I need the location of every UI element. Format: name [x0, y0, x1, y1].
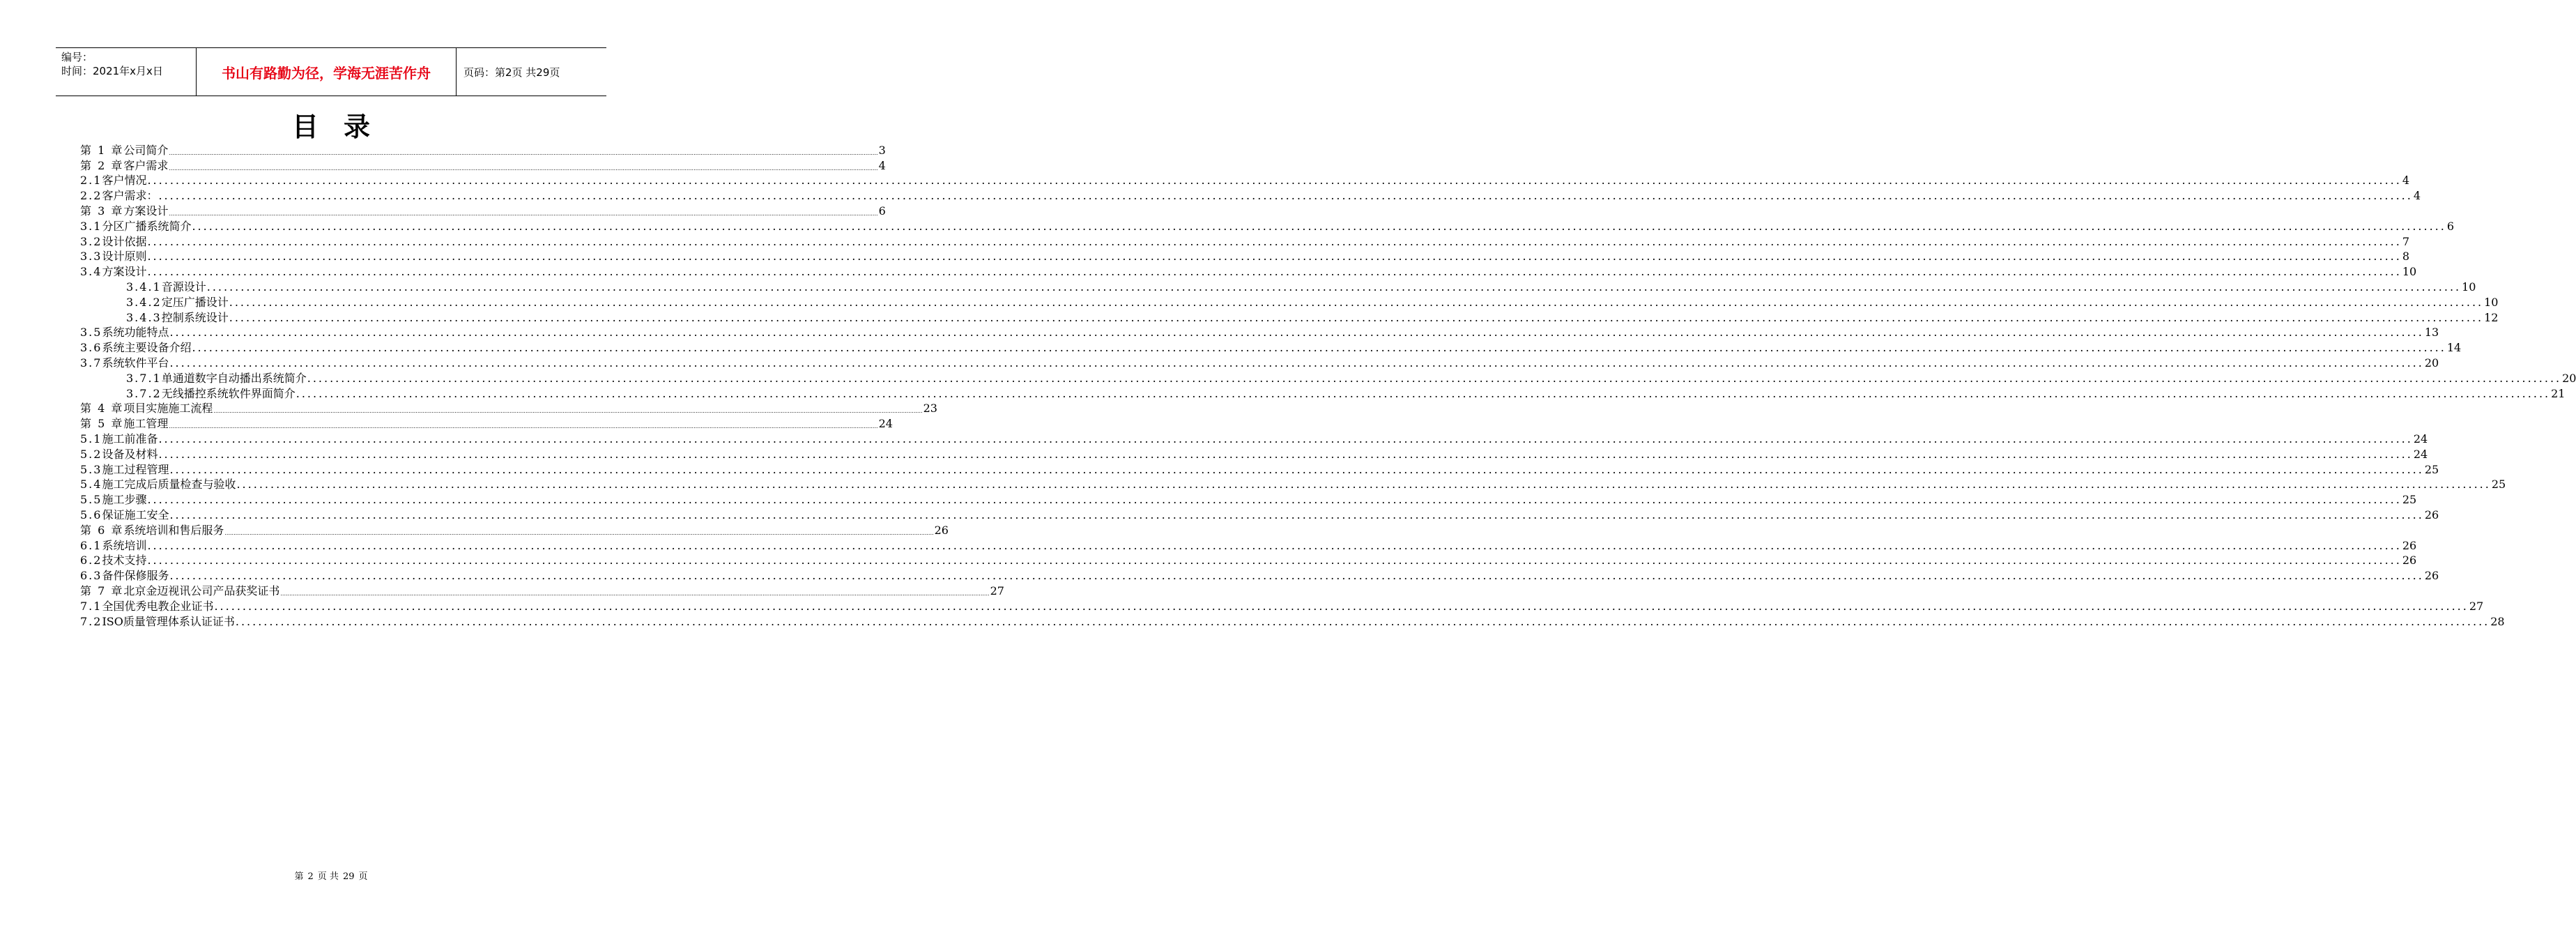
toc-entry[interactable]	[80, 324, 2439, 340]
toc-entry-title: 无线播控系统软件界面简介	[161, 386, 296, 400]
toc-entry-number: 7.2	[80, 614, 102, 628]
toc-leader-dots: ................................................................................................................................................................................................................................................................................................................................................................................................................	[214, 599, 2469, 613]
toc-entry-number: 5.1	[80, 432, 102, 445]
header-motto: 书山有路勤为径，学海无涯苦作舟	[197, 48, 457, 96]
toc-entry-page: 26	[2424, 508, 2439, 521]
toc-entry-page: 7	[2402, 234, 2410, 248]
header-page-label: 页码：第2页 共29页	[463, 66, 560, 79]
toc-entry[interactable]	[80, 187, 2421, 203]
toc-entry-number: 3.4.2	[126, 295, 162, 309]
toc-entry-number: 3.3	[80, 250, 102, 264]
toc-entry-number: 3.4.3	[126, 310, 162, 324]
toc-entry-title: 备件保修服务	[102, 569, 169, 583]
toc-entry[interactable]	[80, 582, 1004, 597]
toc-entry-page: 10	[2462, 280, 2476, 294]
toc-entry[interactable]	[80, 218, 2455, 233]
toc-entry-title: 客户需求：	[102, 189, 158, 203]
footer-page-number: 2	[307, 871, 314, 882]
toc-entry[interactable]	[80, 248, 2410, 264]
toc-entry-title: 系统主要设备介绍	[102, 341, 192, 355]
toc-entry[interactable]	[80, 157, 886, 172]
toc-entry[interactable]	[80, 506, 2439, 521]
toc-entry[interactable]	[80, 370, 2576, 385]
toc-leader-dots: ................................................................................................................................................................................................................................................................................................................................................................................................................	[147, 174, 2402, 188]
toc-leader-dots: ................................................................................................................................................................................................................................................................................................................................................................................................................	[158, 447, 2413, 461]
toc-leader-dots: ................................................................................................................................................................................................................................................................................................................................................................................................................	[169, 462, 2424, 476]
toc-entry[interactable]	[80, 202, 886, 218]
toc-leader-dots: ................................................................................................................................................................................................................................................................................................................................................................................................................	[229, 295, 2484, 309]
toc-leader-dots: ................................................................................................................................................................................................................................................................................................................................................................................................................	[169, 149, 878, 156]
toc-entry-page: 26	[2424, 569, 2439, 583]
toc-entry-number: 5.3	[80, 462, 102, 476]
toc-entry-title: 设计依据	[102, 234, 147, 248]
toc-entry[interactable]	[80, 354, 2439, 370]
toc-entry-number: 3.4.1	[126, 280, 162, 294]
toc-entry-title: 技术支持	[102, 554, 147, 567]
toc-entry[interactable]	[80, 278, 2476, 294]
toc-leader-dots: ................................................................................................................................................................................................................................................................................................................................................................................................................	[169, 508, 2424, 521]
toc-leader-dots: ................................................................................................................................................................................................................................................................................................................................................................................................................	[206, 280, 2462, 294]
toc-leader-dots: ................................................................................................................................................................................................................................................................................................................................................................................................................	[229, 310, 2484, 324]
toc-entry[interactable]	[80, 233, 2410, 248]
toc-entry-page: 6	[2446, 219, 2455, 233]
toc-entry-number: 5.4	[80, 478, 102, 492]
toc-entry-page: 24	[2413, 432, 2428, 445]
toc-entry[interactable]	[80, 476, 2506, 492]
toc-entry-page: 23	[923, 402, 937, 416]
toc-entry-title: 系统软件平台	[102, 356, 169, 370]
toc-entry[interactable]	[80, 430, 2428, 445]
toc-entry[interactable]	[80, 172, 2410, 188]
toc-leader-dots: ................................................................................................................................................................................................................................................................................................................................................................................................................	[147, 538, 2402, 552]
toc-entry-number: 第 6 章	[80, 523, 124, 537]
toc-entry-title: 全国优秀电教企业证书	[102, 599, 214, 613]
toc-entry-page: 25	[2424, 462, 2439, 476]
toc-entry-title: 控制系统设计	[161, 310, 229, 324]
toc-leader-dots: ................................................................................................................................................................................................................................................................................................................................................................................................................	[169, 210, 878, 217]
toc-leader-dots: ................................................................................................................................................................................................................................................................................................................................................................................................................	[236, 478, 2491, 492]
toc-entry-title: 施工完成后质量检查与验收	[102, 478, 236, 492]
toc-entry-number: 5.5	[80, 493, 102, 507]
toc-entry-title: 单通道数字自动播出系统简介	[161, 371, 307, 385]
toc-entry-title: 系统培训	[102, 538, 147, 552]
toc-entry-number: 6.3	[80, 569, 102, 583]
toc-entry-number: 3.7.1	[126, 371, 162, 385]
toc-leader-dots: ................................................................................................................................................................................................................................................................................................................................................................................................................	[169, 326, 2424, 340]
toc-entry-page: 8	[2402, 250, 2410, 264]
toc-entry-number: 第 4 章	[80, 402, 124, 416]
toc-entry-page: 10	[2402, 265, 2417, 279]
toc-entry[interactable]	[80, 400, 937, 416]
header-left-cell	[56, 48, 197, 96]
toc-entry[interactable]	[80, 445, 2428, 461]
toc-entry-page: 20	[2424, 356, 2439, 370]
toc-entry-page: 27	[990, 584, 1004, 597]
toc-entry-number: 6.2	[80, 554, 102, 567]
toc-entry-page: 12	[2484, 310, 2499, 324]
toc-entry-title: 保证施工安全	[102, 508, 169, 521]
toc-entry-page: 24	[878, 417, 893, 431]
toc-entry-page: 6	[878, 204, 886, 218]
toc-entry-title: 设计原则	[102, 250, 147, 264]
toc-entry-number: 3.7.2	[126, 386, 162, 400]
toc-entry[interactable]	[80, 415, 893, 431]
toc-leader-dots: ................................................................................................................................................................................................................................................................................................................................................................................................................	[235, 614, 2490, 628]
toc-entry[interactable]	[80, 385, 2566, 400]
toc-leader-dots: ................................................................................................................................................................................................................................................................................................................................................................................................................	[169, 165, 878, 172]
toc-entry-title: 设备及材料	[102, 447, 158, 461]
toc-entry[interactable]	[80, 339, 2462, 355]
toc-entry[interactable]	[80, 521, 949, 537]
toc-entry-page: 20	[2562, 371, 2576, 385]
toc-entry-number: 第 3 章	[80, 204, 124, 218]
toc-entry[interactable]	[80, 309, 2499, 324]
toc-entry-title: 公司简介	[123, 143, 169, 157]
toc-entry-title: 方案设计	[102, 265, 147, 279]
toc-entry-number: 5.2	[80, 447, 102, 461]
toc-leader-dots: ................................................................................................................................................................................................................................................................................................................................................................................................................	[296, 386, 2551, 400]
toc-entry-page: 4	[2413, 189, 2421, 203]
toc-leader-dots: ................................................................................................................................................................................................................................................................................................................................................................................................................	[147, 554, 2402, 567]
toc-entry-page: 4	[878, 158, 886, 172]
toc-entry-title: 施工管理	[123, 417, 169, 431]
toc-entry-page: 13	[2424, 326, 2439, 340]
toc-leader-dots: ................................................................................................................................................................................................................................................................................................................................................................................................................	[147, 234, 2402, 248]
document-number-label: 编号：	[61, 51, 93, 63]
toc-entry-title: 方案设计	[123, 204, 169, 218]
toc-leader-dots: ................................................................................................................................................................................................................................................................................................................................................................................................................	[192, 219, 2446, 233]
toc-entry[interactable]	[80, 613, 2505, 628]
toc-leader-dots: ................................................................................................................................................................................................................................................................................................................................................................................................................	[158, 432, 2413, 445]
table-of-contents	[80, 142, 2576, 628]
toc-entry-page: 10	[2484, 295, 2499, 309]
toc-entry-title: 分区广播系统简介	[102, 219, 192, 233]
toc-entry-page: 26	[2402, 538, 2417, 552]
toc-leader-dots: ................................................................................................................................................................................................................................................................................................................................................................................................................	[147, 250, 2402, 264]
toc-leader-dots: ................................................................................................................................................................................................................................................................................................................................................................................................................	[307, 371, 2562, 385]
toc-entry-title: 音源设计	[161, 280, 206, 294]
page-header	[56, 47, 606, 96]
toc-entry-number: 3.6	[80, 341, 102, 355]
toc-entry-number: 第 2 章	[80, 158, 124, 172]
toc-entry[interactable]	[80, 263, 2417, 279]
toc-entry[interactable]	[80, 142, 886, 157]
toc-leader-dots: ................................................................................................................................................................................................................................................................................................................................................................................................................	[169, 569, 2424, 583]
footer-suffix: 页	[358, 871, 368, 882]
toc-entry-number: 第 1 章	[80, 143, 124, 157]
toc-entry-page: 21	[2551, 386, 2566, 400]
toc-entry[interactable]	[80, 567, 2439, 583]
toc-entry[interactable]	[80, 294, 2499, 309]
toc-entry-number: 5.6	[80, 508, 102, 521]
toc-entry-page: 25	[2402, 493, 2417, 507]
page-footer	[0, 869, 662, 882]
toc-entry-number: 第 5 章	[80, 417, 124, 431]
toc-leader-dots: ................................................................................................................................................................................................................................................................................................................................................................................................................	[192, 341, 2446, 355]
toc-entry-title: 施工步骤	[102, 493, 147, 507]
toc-entry-page: 14	[2446, 341, 2462, 355]
toc-entry[interactable]	[80, 537, 2417, 552]
toc-entry-number: 3.4	[80, 265, 102, 279]
footer-prefix: 第	[294, 871, 304, 882]
toc-entry-number: 2.1	[80, 174, 102, 188]
toc-entry-title: 系统培训和售后服务	[123, 523, 224, 537]
toc-leader-dots: ................................................................................................................................................................................................................................................................................................................................................................................................................	[158, 189, 2413, 203]
toc-title-text: 目录	[291, 112, 395, 142]
toc-leader-dots: ................................................................................................................................................................................................................................................................................................................................................................................................................	[147, 493, 2402, 507]
toc-entry-number: 6.1	[80, 538, 102, 552]
toc-entry[interactable]	[80, 597, 2484, 613]
footer-mid: 页 共	[317, 871, 339, 882]
toc-entry-number: 3.5	[80, 326, 102, 340]
toc-entry-title: 客户需求	[123, 158, 169, 172]
footer-total-pages: 29	[342, 871, 355, 882]
toc-entry-title: 施工前准备	[102, 432, 158, 445]
toc-leader-dots: ................................................................................................................................................................................................................................................................................................................................................................................................................	[147, 265, 2402, 279]
toc-leader-dots: ................................................................................................................................................................................................................................................................................................................................................................................................................	[213, 408, 923, 415]
toc-entry[interactable]	[80, 552, 2417, 567]
toc-entry-page: 28	[2490, 614, 2505, 628]
toc-leader-dots: ................................................................................................................................................................................................................................................................................................................................................................................................................	[169, 356, 2424, 370]
toc-entry-number: 3.7	[80, 356, 102, 370]
toc-entry-page: 26	[2402, 554, 2417, 567]
toc-leader-dots: ................................................................................................................................................................................................................................................................................................................................................................................................................	[280, 590, 990, 597]
toc-leader-dots: ................................................................................................................................................................................................................................................................................................................................................................................................................	[224, 529, 934, 536]
toc-entry-title: 客户情况	[102, 174, 147, 188]
toc-entry-number: 3.2	[80, 234, 102, 248]
toc-entry-page: 4	[2402, 174, 2410, 188]
toc-entry-page: 27	[2469, 599, 2484, 613]
toc-entry-number: 2.2	[80, 189, 102, 203]
toc-entry-page: 24	[2413, 447, 2428, 461]
toc-entry[interactable]	[80, 461, 2439, 476]
toc-leader-dots: ................................................................................................................................................................................................................................................................................................................................................................................................................	[169, 423, 878, 430]
toc-entry-title: 系统功能特点	[102, 326, 169, 340]
toc-entry-title: ISO质量管理体系认证证书	[102, 614, 235, 628]
toc-entry-page: 25	[2491, 478, 2506, 492]
toc-entry-number: 3.1	[80, 219, 102, 233]
toc-entry-title: 北京金迈视讯公司产品获奖证书	[123, 584, 280, 597]
toc-entry-title: 项目实施施工流程	[123, 402, 213, 416]
toc-entry-page: 26	[934, 523, 949, 537]
toc-entry-title: 定压广播设计	[161, 295, 229, 309]
toc-entry[interactable]	[80, 491, 2417, 507]
toc-entry-number: 7.1	[80, 599, 102, 613]
toc-title	[0, 110, 662, 144]
toc-entry-number: 第 7 章	[80, 584, 124, 597]
toc-entry-title: 施工过程管理	[102, 462, 169, 476]
toc-entry-page: 3	[878, 143, 886, 157]
document-time-label: 时间：2021年x月x日	[61, 65, 163, 77]
